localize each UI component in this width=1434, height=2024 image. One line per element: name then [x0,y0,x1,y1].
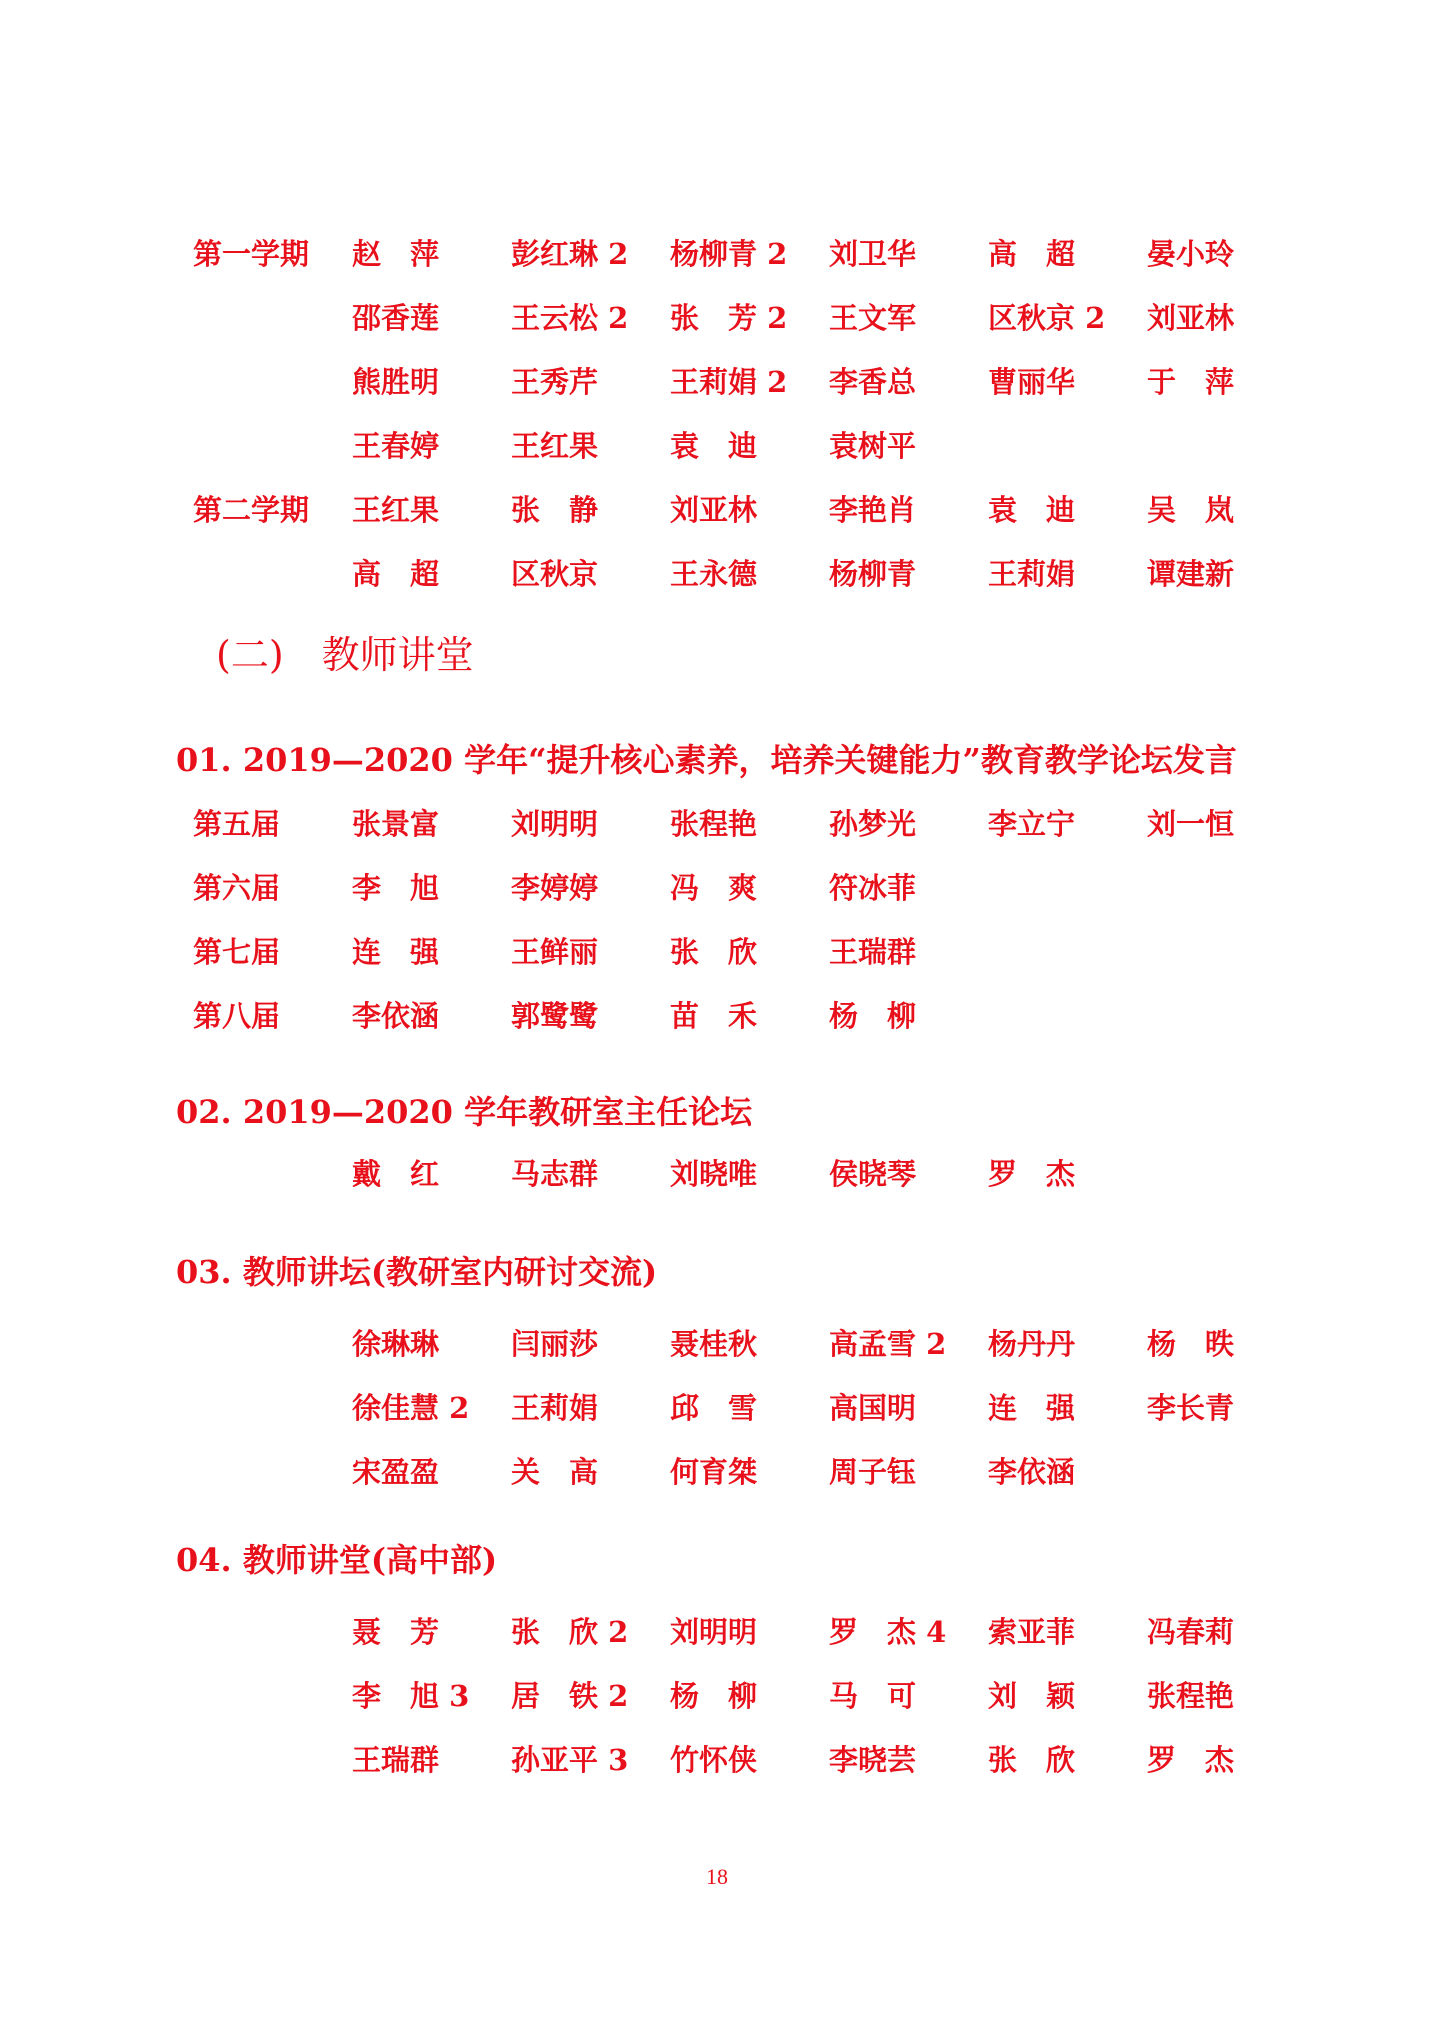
teacher-name: 高 超 [988,237,1076,271]
teacher-name: 王永德 [670,557,758,591]
teacher-name: 马 可 [829,1679,917,1713]
teacher-name: 张景富 [352,807,440,841]
teacher-name: 彭红琳 2 [511,237,629,271]
high-school-row [0,1676,1434,1720]
teacher-name: 曹丽华 [988,365,1076,399]
teacher-name: 孙亚平 3 [511,1743,629,1777]
teacher-name: 杨 柳 [670,1679,758,1713]
director-names-row [0,1154,1434,1198]
teacher-name: 李晓芸 [829,1743,917,1777]
teacher-name: 赵 萍 [352,237,440,271]
teacher-name: 宋盈盈 [352,1455,440,1489]
teacher-name: 徐琳琳 [352,1327,440,1361]
teacher-name: 李香总 [829,365,917,399]
teacher-name: 袁 迪 [988,493,1076,527]
teacher-name: 袁 迪 [670,429,758,463]
teacher-name: 熊胜明 [352,365,440,399]
teacher-name: 王瑞群 [352,1743,440,1777]
teacher-name: 区秋京 [511,557,599,591]
session-label: 第八届 [193,999,281,1033]
teacher-name: 高孟雪 2 [829,1327,947,1361]
teacher-name: 刘卫华 [829,237,917,271]
forum-session-row [0,804,1434,848]
teacher-name: 邵香莲 [352,301,440,335]
teacher-name: 邱 雪 [670,1391,758,1425]
teacher-name: 刘一恒 [1147,807,1235,841]
teacher-name: 李立宁 [988,807,1076,841]
teacher-name: 杨柳青 2 [670,237,788,271]
teacher-name: 杨 柳 [829,999,917,1033]
teacher-name: 张程艳 [670,807,758,841]
talk-row [0,1388,1434,1432]
teacher-name: 王文军 [829,301,917,335]
teacher-name: 张 欣 [670,935,758,969]
forum-session-row [0,868,1434,912]
talk-row [0,1324,1434,1368]
teacher-name: 张 欣 [988,1743,1076,1777]
session-label: 第六届 [193,871,281,905]
teacher-name: 徐佳慧 2 [352,1391,470,1425]
teacher-name: 冯春莉 [1147,1615,1235,1649]
teacher-name: 刘明明 [670,1615,758,1649]
semester1-row-2 [0,298,1434,342]
teacher-name: 刘明明 [511,807,599,841]
teacher-name: 王红果 [511,429,599,463]
teacher-name: 王瑞群 [829,935,917,969]
teacher-name: 罗 杰 [1147,1743,1235,1777]
semester1-row-4 [0,426,1434,470]
teacher-name: 袁树平 [829,429,917,463]
semester2-row-2 [0,554,1434,598]
teacher-name: 聂 芳 [352,1615,440,1649]
teacher-name: 张程艳 [1147,1679,1235,1713]
teacher-name: 李婷婷 [511,871,599,905]
teacher-name: 张 芳 2 [670,301,788,335]
teacher-name: 王鲜丽 [511,935,599,969]
teacher-name: 周子钰 [829,1455,917,1489]
session-label: 第七届 [193,935,281,969]
semester1-row-3 [0,362,1434,406]
forum-heading: 01. 2019—2020 学年“提升核心素养，培养关键能力”教育教学论坛发言 [176,741,1237,779]
teacher-name: 符冰菲 [829,871,917,905]
teacher-name: 闫丽莎 [511,1327,599,1361]
teacher-name: 晏小玲 [1147,237,1235,271]
teacher-talk-heading: 03. 教师讲坛(教研室内研讨交流) [176,1253,658,1291]
teacher-name: 关 高 [511,1455,599,1489]
section-title: (二) 教师讲堂 [216,633,474,677]
talk-row [0,1452,1434,1496]
teacher-name: 杨柳青 [829,557,917,591]
high-school-heading: 04. 教师讲堂(高中部) [176,1541,498,1579]
teacher-name: 罗 杰 4 [829,1615,947,1649]
teacher-name: 李艳肖 [829,493,917,527]
semester1-row-1 [0,234,1434,278]
teacher-name: 刘亚林 [1147,301,1235,335]
teacher-name: 刘亚林 [670,493,758,527]
teacher-name: 竹怀侠 [670,1743,758,1777]
teacher-name: 王红果 [352,493,440,527]
teacher-name: 李依涵 [352,999,440,1033]
session-label: 第五届 [193,807,281,841]
teacher-name: 侯晓琴 [829,1157,917,1191]
teacher-name: 李 旭 [352,871,440,905]
teacher-name: 罗 杰 [988,1157,1076,1191]
teacher-name: 戴 红 [352,1157,440,1191]
teacher-name: 王莉娟 [988,557,1076,591]
teacher-name: 吴 岚 [1147,493,1235,527]
teacher-name: 王春婷 [352,429,440,463]
director-forum-heading: 02. 2019—2020 学年教研室主任论坛 [176,1093,753,1131]
forum-session-row [0,996,1434,1040]
semester2-row-1 [0,490,1434,534]
teacher-name: 何育桀 [670,1455,758,1489]
page-number: 18 [706,1864,728,1889]
teacher-name: 连 强 [988,1391,1076,1425]
teacher-name: 聂桂秋 [670,1327,758,1361]
teacher-name: 于 萍 [1147,365,1235,399]
teacher-name: 苗 禾 [670,999,758,1033]
teacher-name: 张 欣 2 [511,1615,629,1649]
teacher-name: 索亚菲 [988,1615,1076,1649]
teacher-name: 刘晓唯 [670,1157,758,1191]
semester-label: 第一学期 [193,237,310,271]
teacher-name: 杨 昳 [1147,1327,1235,1361]
semester-label: 第二学期 [193,493,310,527]
teacher-name: 高 超 [352,557,440,591]
teacher-name: 李 旭 3 [352,1679,470,1713]
teacher-name: 居 铁 2 [511,1679,629,1713]
teacher-name: 王云松 2 [511,301,629,335]
teacher-name: 王莉娟 2 [670,365,788,399]
teacher-name: 王莉娟 [511,1391,599,1425]
high-school-row [0,1740,1434,1784]
teacher-name: 李长青 [1147,1391,1235,1425]
teacher-name: 王秀芹 [511,365,599,399]
teacher-name: 冯 爽 [670,871,758,905]
teacher-name: 谭建新 [1147,557,1235,591]
teacher-name: 刘 颖 [988,1679,1076,1713]
teacher-name: 张 静 [511,493,599,527]
teacher-name: 连 强 [352,935,440,969]
teacher-name: 区秋京 2 [988,301,1106,335]
teacher-name: 高国明 [829,1391,917,1425]
high-school-row [0,1612,1434,1656]
teacher-name: 马志群 [511,1157,599,1191]
teacher-name: 杨丹丹 [988,1327,1076,1361]
teacher-name: 孙梦光 [829,807,917,841]
forum-session-row [0,932,1434,976]
teacher-name: 李依涵 [988,1455,1076,1489]
teacher-name: 郭鹭鹭 [511,999,599,1033]
